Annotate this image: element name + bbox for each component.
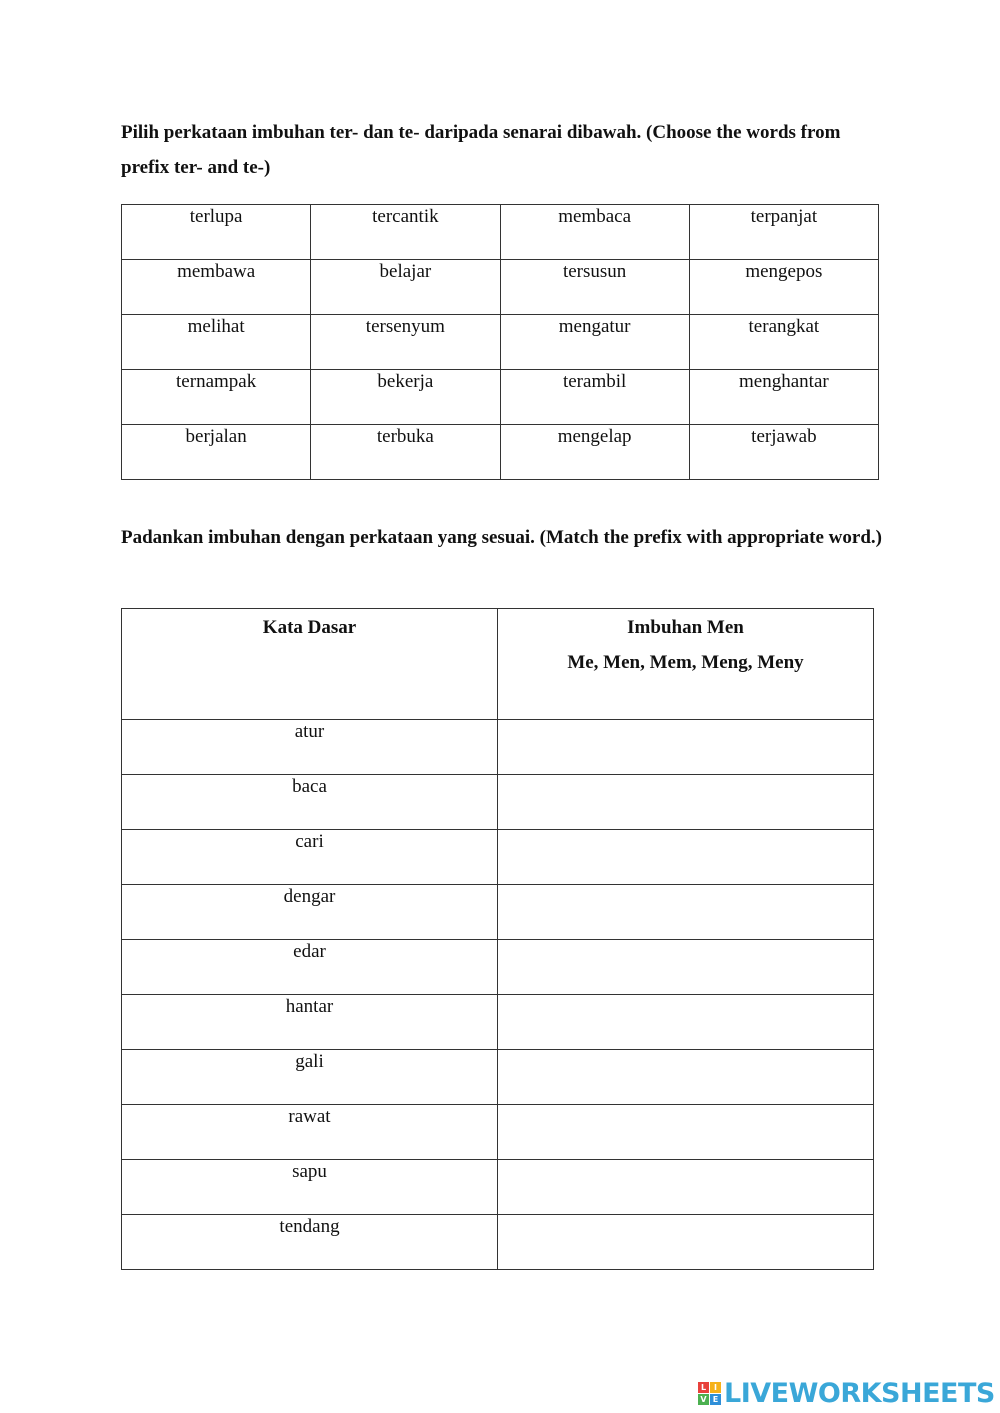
answer-cell[interactable] [498, 1050, 874, 1105]
header-imbuhan-options: Me, Men, Mem, Meng, Meny [567, 652, 804, 673]
liveworksheets-logo [698, 1375, 995, 1411]
match-row [122, 885, 874, 940]
base-word-cell: sapu [122, 1160, 498, 1215]
answer-cell[interactable] [498, 885, 874, 940]
header-imbuhan-title: Imbuhan Men [627, 617, 744, 638]
word-cell[interactable]: bekerja [311, 370, 500, 425]
word-cell[interactable]: terangkat [689, 315, 878, 370]
word-cell[interactable]: berjalan [122, 425, 311, 480]
match-row [122, 995, 874, 1050]
match-row [122, 1050, 874, 1105]
match-row [122, 940, 874, 995]
base-word-cell: dengar [122, 885, 498, 940]
word-row [122, 205, 879, 260]
base-word-cell: cari [122, 830, 498, 885]
match-row [122, 1160, 874, 1215]
match-row [122, 830, 874, 885]
word-cell[interactable]: terlupa [122, 205, 311, 260]
word-cell[interactable]: ternampak [122, 370, 311, 425]
word-cell[interactable]: menghantar [689, 370, 878, 425]
answer-cell[interactable] [498, 830, 874, 885]
logo-mark-icon: L I V E [698, 1382, 721, 1405]
base-word-cell: tendang [122, 1215, 498, 1270]
word-cell[interactable]: mengepos [689, 260, 878, 315]
word-cell[interactable]: membaca [500, 205, 689, 260]
word-cell[interactable]: membawa [122, 260, 311, 315]
base-word-cell: atur [122, 720, 498, 775]
match-row [122, 1215, 874, 1270]
word-row [122, 425, 879, 480]
brand-name: LIVEWORKSHEETS [724, 1377, 995, 1409]
word-cell[interactable]: tercantik [311, 205, 500, 260]
base-word-cell: rawat [122, 1105, 498, 1160]
word-cell[interactable]: melihat [122, 315, 311, 370]
word-cell[interactable]: terpanjat [689, 205, 878, 260]
word-cell[interactable]: terbuka [311, 425, 500, 480]
word-cell[interactable]: belajar [311, 260, 500, 315]
word-row [122, 260, 879, 315]
match-header-row [122, 609, 874, 720]
base-word-cell: hantar [122, 995, 498, 1050]
answer-cell[interactable] [498, 1160, 874, 1215]
word-cell[interactable]: mengatur [500, 315, 689, 370]
answer-cell[interactable] [498, 775, 874, 830]
word-choice-table [121, 204, 879, 480]
answer-cell[interactable] [498, 1105, 874, 1160]
match-row [122, 775, 874, 830]
answer-cell[interactable] [498, 720, 874, 775]
word-row [122, 370, 879, 425]
word-cell[interactable]: tersenyum [311, 315, 500, 370]
base-word-cell: gali [122, 1050, 498, 1105]
instruction-part2: Padankan imbuhan dengan perkataan yang sesuai. (Match the prefix with appropriate word.) [121, 527, 882, 548]
word-row [122, 315, 879, 370]
word-cell[interactable]: terjawab [689, 425, 878, 480]
match-row [122, 1105, 874, 1160]
answer-cell[interactable] [498, 995, 874, 1050]
header-imbuhan-men [498, 609, 874, 720]
base-word-cell: baca [122, 775, 498, 830]
answer-cell[interactable] [498, 1215, 874, 1270]
word-cell[interactable]: mengelap [500, 425, 689, 480]
match-row [122, 720, 874, 775]
word-cell[interactable]: tersusun [500, 260, 689, 315]
base-word-cell: edar [122, 940, 498, 995]
instruction-part1: Pilih perkataan imbuhan ter- dan te- daripada senarai dibawah. (Choose the words from prefix ter- and te-) [121, 122, 841, 178]
answer-cell[interactable] [498, 940, 874, 995]
header-kata-dasar: Kata Dasar [122, 609, 498, 720]
word-cell[interactable]: terambil [500, 370, 689, 425]
prefix-match-table [121, 608, 874, 1270]
